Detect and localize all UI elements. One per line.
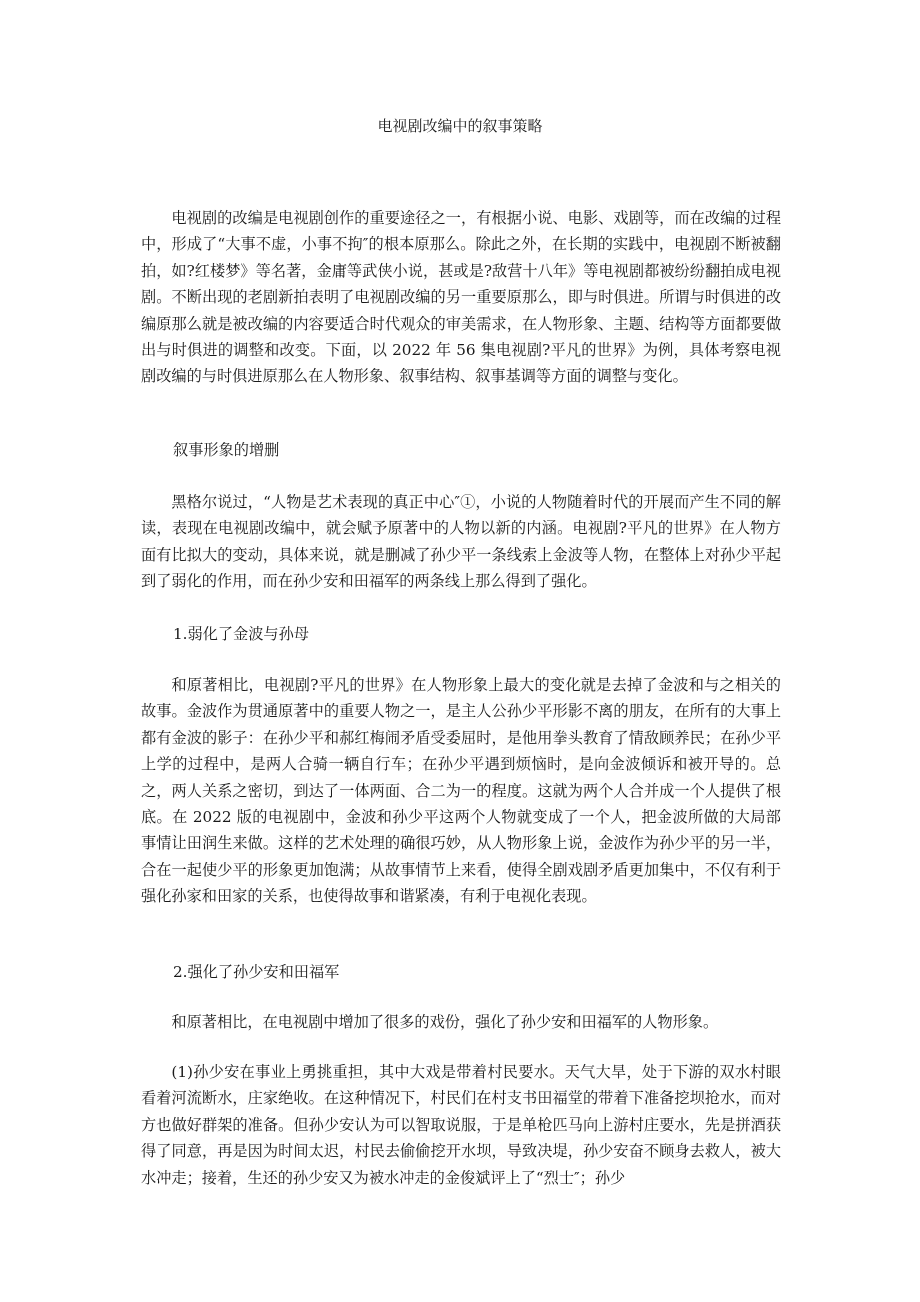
section-heading-narrative-images: 叙事形象的增删 (173, 441, 280, 459)
section-heading-weaken: 1.弱化了金波与孙母 (173, 625, 309, 643)
strengthen-paragraph: 和原著相比，在电视剧中增加了很多的戏份，强化了孙少安和田福军的人物形象。 (171, 1013, 719, 1031)
intro-paragraph: 电视剧的改编是电视剧创作的重要途径之一，有根据小说、电影、戏剧等，而在改编的过程中，形成了“大事不虚，小事不拘″的根本原那么。除此之外，在长期的实践中，电视剧不断被翻拍，如?红楼梦》等名著，金庸等武侠小说，甚或是?敌营十八年》等电视剧都被纷纷翻拍成电视剧。不断出现的老剧新拍表明了电视剧改编的另一重要原那么，即与时俱进。所谓与时俱进的改编原那么就是被改编的内容要适合时代观众的审美需求，在人物形象、主题、结构等方面都要做出与时俱进的调整和改变。下面，以 2022 年 56 集电视剧?平凡的世界》为例，具体考察电视剧改编的与时俱进原那么在人物形象、叙事结构、叙事基调等方面的调整与变化。 (141, 209, 781, 386)
shaoan-paragraph: (1)孙少安在事业上勇挑重担，其中大戏是带着村民要水。天气大旱，处于下游的双水村眼看着河流断水，庄家绝收。在这种情况下，村民们在村支书田福堂的带着下准备挖坝抢水，而对方也做好群架的准备。但孙少安认为可以智取说服，于是单枪匹马向上游村庄要水，先是拼酒获得了同意，再是因为时间太迟，村民去偷偷挖开水坝，导致决堤，孙少安奋不顾身去救人，被大水冲走；接着，生还的孙少安又为被水冲走的金俊斌评上了“烈士″；孙少 (141, 1063, 781, 1187)
hegel-paragraph: 黑格尔说过，“人物是艺术表现的真正中心″①，小说的人物随着时代的开展而产生不同的解读，表现在电视剧改编中，就会赋予原著中的人物以新的内涵。电视剧?平凡的世界》在人物方面有比拟大的变动，具体来说，就是删减了孙少平一条线索上金波等人物，在整体上对孙少平起到了弱化的作用，而在孙少安和田福军的两条线上那么得到了强化。 (141, 493, 781, 591)
jinbo-paragraph: 和原著相比，电视剧?平凡的世界》在人物形象上最大的变化就是去掉了金波和与之相关的故事。金波作为贯通原著中的重要人物之一，是主人公孙少平形影不离的朋友，在所有的大事上都有金波的影子：在孙少平和郝红梅闹矛盾受委屈时，是他用拳头教育了情敌顾养民；在孙少平上学的过程中，是两人合骑一辆自行车；在孙少平遇到烦恼时，是向金波倾诉和被开导的。总之，两人关系之密切，到达了一体两面、合二为一的程度。这就为两个人合并成一个人提供了根底。在 2022 版的电视剧中，金波和孙少平这两个人物就变成了一个人，把金波所做的大局部事情让田润生来做。这样的艺术处理的确很巧妙，从人物形象上说，金波作为孙少平的另一半，合在一起使少平的形象更加饱满；从故事情节上来看，使得全剧戏剧矛盾更加集中，不仅有利于强化孙家和田家的关系，也使得故事和谐紧凑，有利于电视化表现。 (141, 676, 781, 906)
document-title: 电视剧改编中的叙事策略 (377, 117, 543, 135)
section-heading-strengthen: 2.强化了孙少安和田福军 (173, 963, 340, 981)
